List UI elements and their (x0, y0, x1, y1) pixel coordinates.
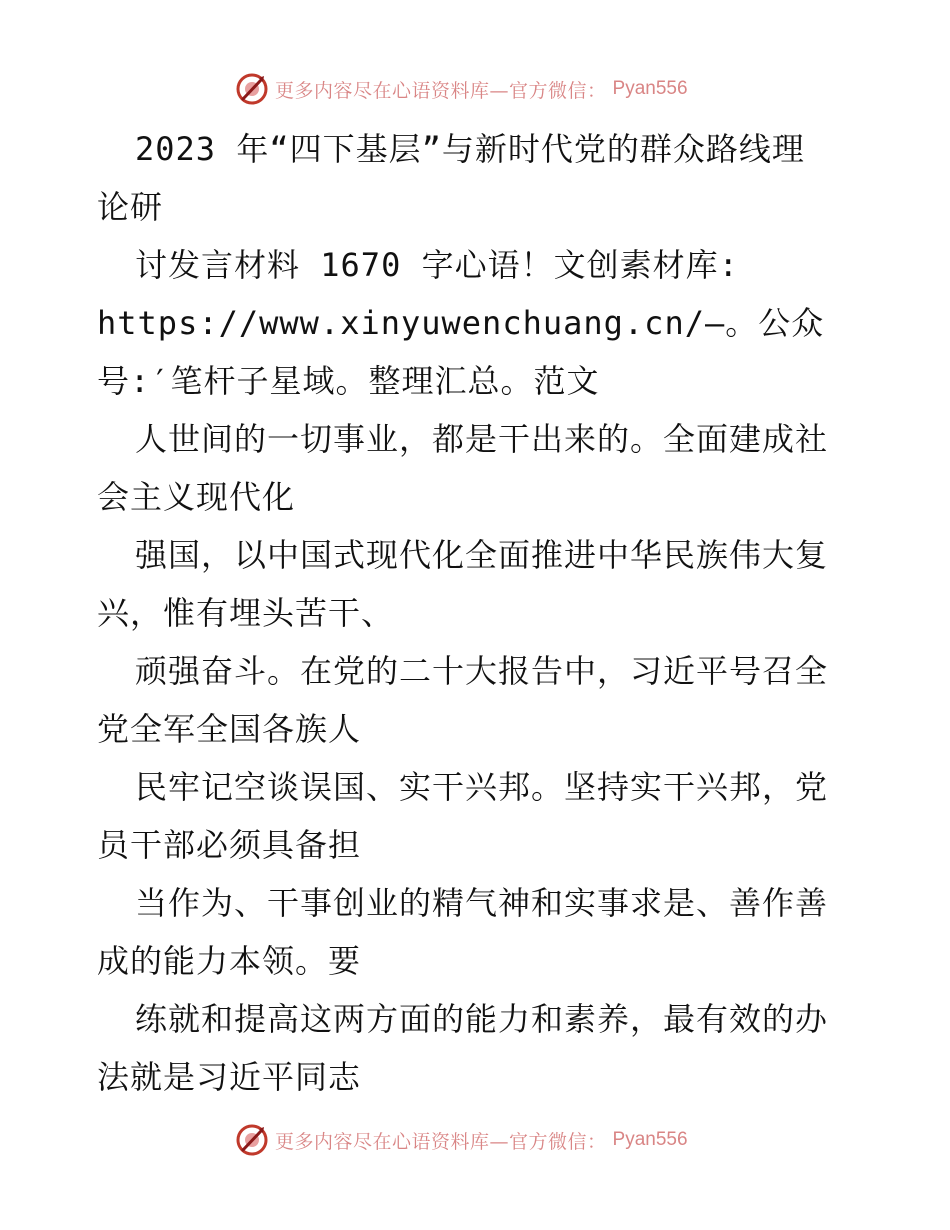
text-line: 号:′笔杆子星域。整理汇总。范文 (97, 362, 600, 400)
document-body (97, 120, 857, 1106)
text-line: 练就和提高这两方面的能力和素养，最有效的办 (135, 1000, 829, 1038)
text-line: 人世间的一切事业，都是干出来的。全面建成社 (135, 420, 829, 458)
watermark-text: 更多内容尽在心语资料库—官方微信： (275, 1130, 607, 1153)
text-line: 当作为、干事创业的精气神和实事求是、善作善 (135, 884, 829, 922)
brush-logo-icon (235, 1123, 269, 1157)
text-line: 讨发言材料 1670 字心语！文创素材库: (135, 246, 739, 284)
text-line: 成的能力本领。要 (97, 942, 362, 980)
text-line: 论研 (97, 188, 164, 226)
text-line: 会主义现代化 (97, 478, 296, 516)
watermark-wechat-id: Pyan556 (612, 1129, 688, 1150)
header-watermark (235, 72, 715, 106)
text-line: 强国，以中国式现代化全面推进中华民族伟大复 (135, 536, 829, 574)
text-line: 2023 年“四下基层”与新时代党的群众路线理 (135, 130, 805, 168)
text-line: 法就是习近平同志 (97, 1058, 362, 1096)
text-line: 党全军全国各族人 (97, 710, 362, 748)
footer-watermark (235, 1123, 715, 1157)
text-line: https://www.xinyuwenchuang.cn/—。公众 (97, 304, 825, 342)
watermark-wechat-id: Pyan556 (612, 78, 688, 99)
watermark-text: 更多内容尽在心语资料库—官方微信： (275, 79, 607, 102)
text-line: 顽强奋斗。在党的二十大报告中，习近平号召全 (135, 652, 829, 690)
text-line: 民牢记空谈误国、实干兴邦。坚持实干兴邦，党 (135, 768, 829, 806)
brush-logo-icon (235, 72, 269, 106)
text-line: 员干部必须具备担 (97, 826, 362, 864)
text-line: 兴，惟有埋头苦干、 (97, 594, 395, 632)
